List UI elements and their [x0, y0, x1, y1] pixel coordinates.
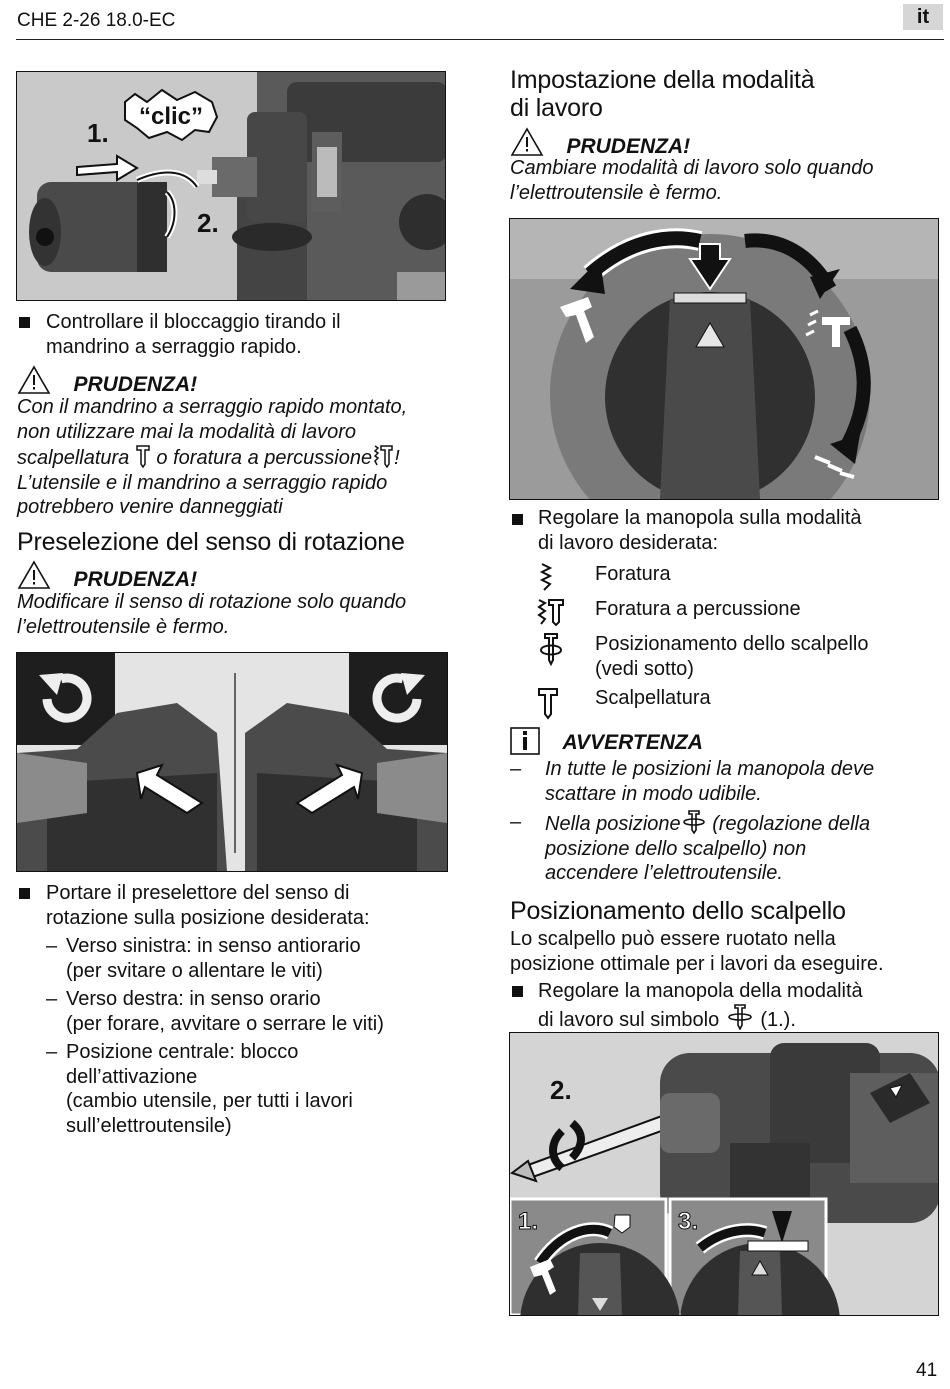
bullet-marker: [19, 888, 30, 899]
instruction-chisel-symbol: [538, 979, 863, 1032]
option-term: Verso destra:: [66, 988, 184, 1010]
page-number: 41: [916, 1360, 938, 1381]
warning-block-rotation: [17, 560, 197, 592]
text-line: potrebbero venire danneggiati: [17, 496, 283, 518]
document-model: CHE 2-26 18.0-EC: [17, 10, 176, 31]
dash-marker: –: [46, 1041, 58, 1063]
chisel-position-icon: [725, 1004, 755, 1030]
chisel-icon: [536, 686, 560, 720]
option-desc: : in senso antiorario: [186, 935, 361, 957]
bullet-marker: [512, 986, 523, 997]
text-line: Controllare il bloccaggio tirando il: [46, 311, 341, 333]
text-line: Posizionamento dello scalpello: [595, 633, 869, 655]
hammer-drill-icon: [536, 597, 566, 627]
text-line: Con il mandrino a serraggio rapido montato,: [17, 396, 408, 418]
text-line: [545, 810, 940, 837]
warning-label: PRUDENZA!: [566, 135, 691, 158]
option-note: dell’attivazione: [66, 1065, 198, 1088]
chisel-intro: [510, 927, 884, 976]
direction-options-list: [46, 934, 466, 1138]
text-line: Portare il preselettore del senso di: [46, 882, 350, 904]
figure-rotation-selector: [16, 652, 448, 872]
figure-mode-dial: [509, 218, 939, 500]
step-1-label: 1.: [518, 1208, 539, 1235]
warning-text-mode: [510, 156, 874, 205]
dash-marker: –: [510, 811, 522, 833]
mode-label: Foratura: [595, 563, 671, 585]
text-fragment: di lavoro sul simbolo: [538, 1008, 720, 1031]
text-fragment: !: [394, 447, 400, 469]
drill-bit-icon: [536, 562, 556, 592]
chisel-position-icon: [681, 810, 707, 834]
chuck-illustration: [17, 72, 445, 300]
option-desc: in senso orario: [183, 988, 321, 1010]
warning-text-chuck: [17, 395, 457, 520]
section-title-rotation: Preselezione del senso di rotazione: [17, 528, 405, 556]
bullet-marker: [19, 317, 30, 328]
note-block: [510, 727, 703, 755]
header-rule: [16, 39, 944, 40]
step-2-label: 2.: [550, 1075, 572, 1105]
note-item: [510, 810, 940, 886]
option-note: (per forare, avvitare o serrare le viti): [66, 1012, 384, 1035]
dash-marker: –: [46, 935, 58, 957]
text-line: L’utensile e il mandrino a serraggio rapido: [17, 471, 388, 494]
step-1-label: 1.: [87, 118, 109, 148]
text-line: (vedi sotto): [595, 657, 694, 680]
language-badge: it: [903, 4, 943, 30]
text-line: non utilizzare mai la modalità di lavoro: [17, 420, 357, 443]
chisel-position-icon: [536, 632, 566, 666]
instruction-set-mode: [538, 506, 862, 555]
instruction-set-direction: [46, 881, 370, 930]
mode-label: Scalpellatura: [595, 687, 711, 709]
option-term: Verso sinistra: [66, 935, 187, 957]
instruction-check-chuck: [46, 310, 341, 359]
option-term: Posizione centrale:: [66, 1041, 235, 1063]
bullet-marker: [512, 514, 523, 525]
option-note: (cambio utensile, per tutti i lavori: [66, 1090, 353, 1112]
title-line: Impostazione della modalità: [510, 66, 815, 94]
text-line: [538, 1004, 863, 1033]
title-line: di lavoro: [510, 94, 603, 122]
mode-dial-illustration: [510, 219, 938, 499]
chisel-positioning-illustration: [510, 1033, 938, 1315]
text-line: Lo scalpello può essere ruotato nella: [510, 928, 836, 950]
text-fragment: (regolazione della: [712, 813, 871, 835]
text-line: posizione dello scalpello) non: [545, 837, 807, 860]
text-line: [17, 444, 457, 471]
figure-chisel-positioning: [509, 1032, 939, 1316]
text-fragment: (1.).: [760, 1008, 796, 1031]
warning-label: PRUDENZA!: [73, 568, 198, 591]
text-line: l’elettroutensile è fermo.: [17, 615, 230, 638]
warning-label: PRUDENZA!: [73, 373, 198, 396]
text-line: scattare in modo udibile.: [545, 782, 762, 805]
list-item-right: [46, 987, 466, 1036]
text-line: rotazione sulla posizione desiderata:: [46, 906, 370, 929]
text-fragment: o foratura a percussione: [156, 447, 373, 469]
list-item-left: [46, 934, 466, 983]
list-item-center: [46, 1040, 466, 1138]
text-line: l’elettroutensile è fermo.: [510, 181, 723, 204]
option-desc: blocco: [234, 1041, 299, 1063]
note-label: AVVERTENZA: [562, 731, 703, 754]
warning-text-rotation: [17, 590, 406, 639]
text-line: Regolare la manopola sulla modalità: [538, 507, 862, 529]
mode-label: [595, 632, 869, 681]
hammer-drill-icon: [372, 444, 394, 468]
rotation-illustration: [17, 653, 447, 871]
text-line: In tutte le posizioni la manopola deve: [545, 758, 875, 780]
warning-triangle-icon: [510, 127, 544, 157]
note-item: [510, 757, 940, 806]
option-note: (per svitare o allentare le viti): [66, 959, 323, 982]
text-fragment: Nella posizione: [545, 813, 681, 835]
text-line: mandrino a serraggio rapido.: [46, 335, 302, 358]
text-line: di lavoro desiderata:: [538, 531, 719, 554]
warning-block-chuck: [17, 365, 197, 397]
step-2-label: 2.: [197, 208, 219, 238]
section-title-chisel: Posizionamento dello scalpello: [510, 897, 846, 925]
text-line: accendere l’elettroutensile.: [545, 862, 783, 884]
note-list: [510, 757, 940, 886]
text-line: Regolare la manopola della modalità: [538, 980, 863, 1002]
step-3-label: 3.: [678, 1208, 699, 1235]
section-title-mode: [510, 66, 815, 122]
warning-triangle-icon: [17, 365, 51, 395]
option-note: sull’elettroutensile): [66, 1114, 232, 1137]
warning-block-mode: [510, 127, 690, 159]
chisel-icon: [135, 444, 151, 468]
dash-marker: –: [510, 758, 522, 780]
figure-chuck-removal: [16, 71, 446, 301]
mode-label: Foratura a percussione: [595, 598, 801, 620]
text-fragment: scalpellatura: [17, 447, 130, 469]
dash-marker: –: [46, 988, 58, 1010]
text-line: Modificare il senso di rotazione solo quando: [17, 591, 407, 613]
warning-triangle-icon: [17, 560, 51, 590]
text-line: posizione ottimale per i lavori da eseguire.: [510, 952, 884, 975]
text-line: Cambiare modalità di lavoro solo quando: [510, 157, 874, 179]
info-icon: [510, 727, 540, 755]
clic-label: “clic”: [139, 103, 204, 130]
